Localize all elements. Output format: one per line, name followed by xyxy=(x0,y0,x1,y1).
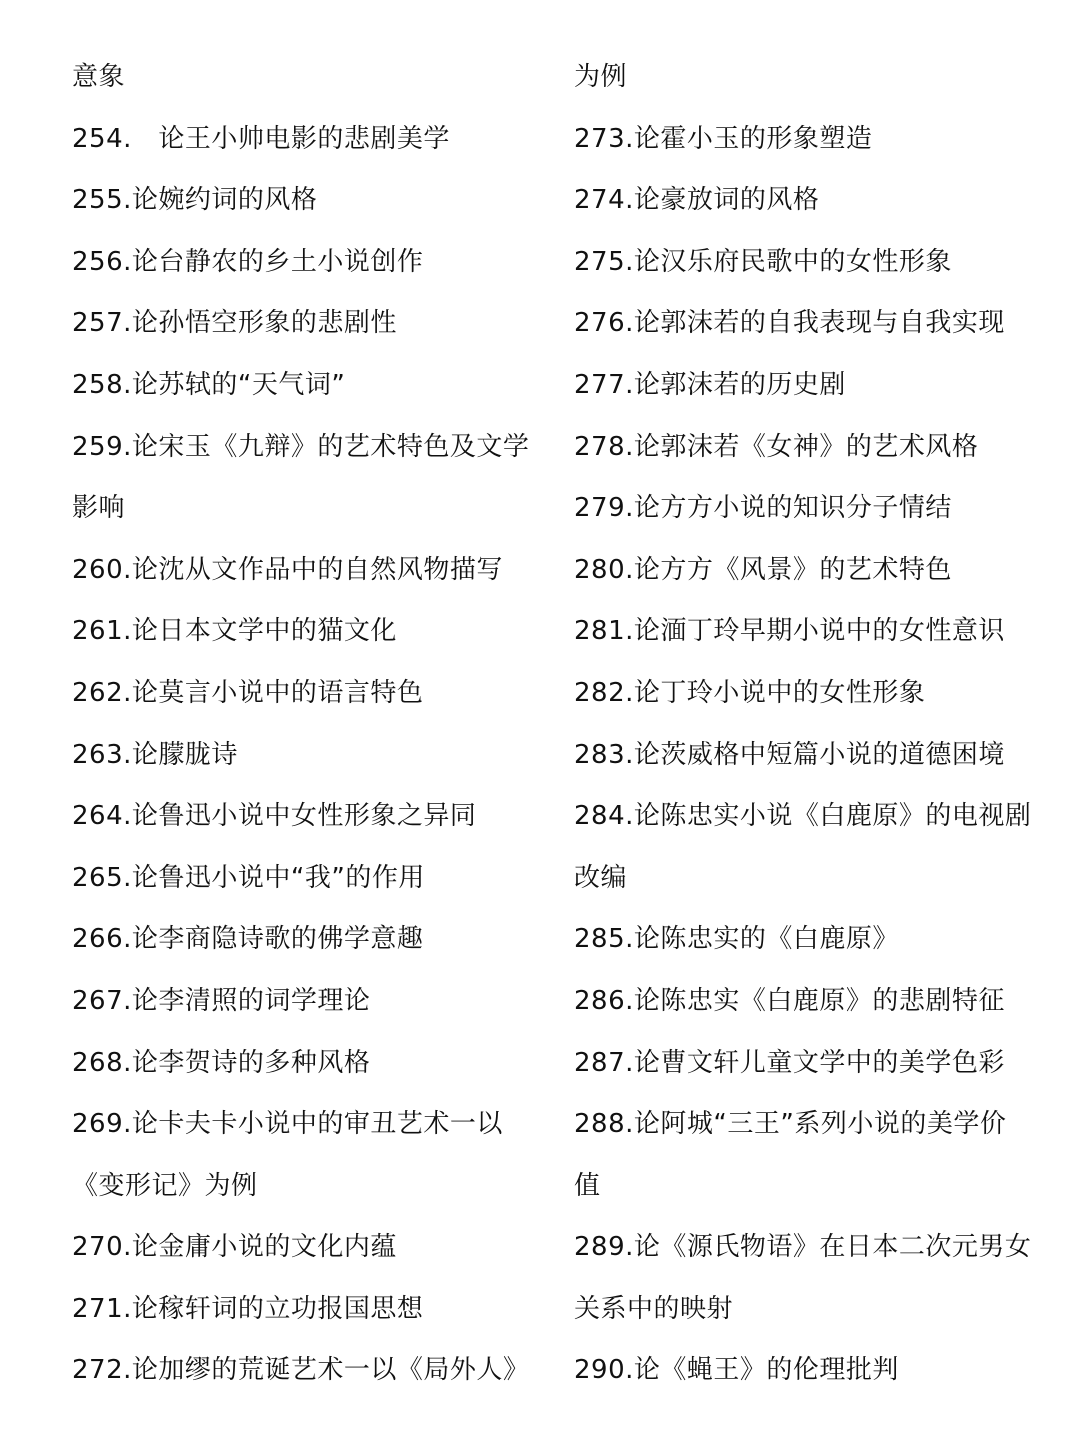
list-item: 270.论金庸小说的文化内蕴 xyxy=(72,1232,397,1263)
list-item: 279.论方方小说的知识分子情结 xyxy=(574,493,952,524)
list-item: 271.论稼轩词的立功报国思想 xyxy=(72,1293,424,1324)
list-item: 254. 论王小帅电影的悲剧美学 xyxy=(72,123,450,154)
left-column xyxy=(72,47,542,1402)
list-item: 272.论加缪的荒诞艺术一以《局外人》 xyxy=(72,1355,530,1386)
list-item: 284.论陈忠实小说《白鹿原》的电视剧 xyxy=(574,801,1032,832)
list-item: 257.论孙悟空形象的悲剧性 xyxy=(72,308,397,339)
list-item: 263.论朦胧诗 xyxy=(72,739,238,770)
list-item: 266.论李商隐诗歌的佛学意趣 xyxy=(72,924,424,955)
list-item: 285.论陈忠实的《白鹿原》 xyxy=(574,924,899,955)
list-item: 影响 xyxy=(72,493,126,524)
list-item: 288.论阿城“三王”系列小说的美学价 xyxy=(574,1109,1007,1140)
list-item: 274.论豪放词的风格 xyxy=(574,185,820,216)
list-item: 264.论鲁迅小说中女性形象之异同 xyxy=(72,801,477,832)
list-item: 277.论郭沫若的历史剧 xyxy=(574,369,846,400)
list-item: 改编 xyxy=(574,862,628,893)
list-item: 256.论台静农的乡土小说创作 xyxy=(72,246,424,277)
list-item: 286.论陈忠实《白鹿原》的悲剧特征 xyxy=(574,985,1005,1016)
list-item: 268.论李贺诗的多种风格 xyxy=(72,1047,371,1078)
list-item: 278.论郭沫若《女神》的艺术风格 xyxy=(574,431,979,462)
list-item: 《变形记》为例 xyxy=(72,1170,258,1201)
list-item: 280.论方方《风景》的艺术特色 xyxy=(574,554,952,585)
list-item: 276.论郭沫若的自我表现与自我实现 xyxy=(574,308,1005,339)
list-item: 281.论湎丁玲早期小说中的女性意识 xyxy=(574,616,1005,647)
list-item: 262.论莫言小说中的语言特色 xyxy=(72,677,424,708)
list-item: 273.论霍小玉的形象塑造 xyxy=(574,123,873,154)
list-item: 269.论卡夫卡小说中的审丑艺术一以 xyxy=(72,1109,503,1140)
list-item: 287.论曹文轩儿童文学中的美学色彩 xyxy=(574,1047,1005,1078)
list-item: 261.论日本文学中的猫文化 xyxy=(72,616,397,647)
list-item: 275.论汉乐府民歌中的女性形象 xyxy=(574,246,952,277)
list-item: 意象 xyxy=(72,62,126,92)
list-item: 值 xyxy=(574,1170,601,1201)
list-item: 255.论婉约词的风格 xyxy=(72,185,318,216)
list-item: 260.论沈从文作品中的自然风物描写 xyxy=(72,554,503,585)
list-item: 259.论宋玉《九辩》的艺术特色及文学 xyxy=(72,431,530,462)
list-item: 283.论茨威格中短篇小说的道德困境 xyxy=(574,739,1005,770)
list-item: 289.论《源氏物语》在日本二次元男女 xyxy=(574,1232,1032,1263)
right-column xyxy=(574,47,1044,1402)
list-item: 290.论《蝇王》的伦理批判 xyxy=(574,1355,899,1386)
list-item: 为例 xyxy=(574,62,628,92)
list-item: 258.论苏轼的“天气词” xyxy=(72,369,346,400)
list-item: 282.论丁玲小说中的女性形象 xyxy=(574,677,926,708)
list-item: 关系中的映射 xyxy=(574,1293,734,1324)
list-item: 267.论李清照的词学理论 xyxy=(72,985,371,1016)
list-item: 265.论鲁迅小说中“我”的作用 xyxy=(72,862,425,893)
